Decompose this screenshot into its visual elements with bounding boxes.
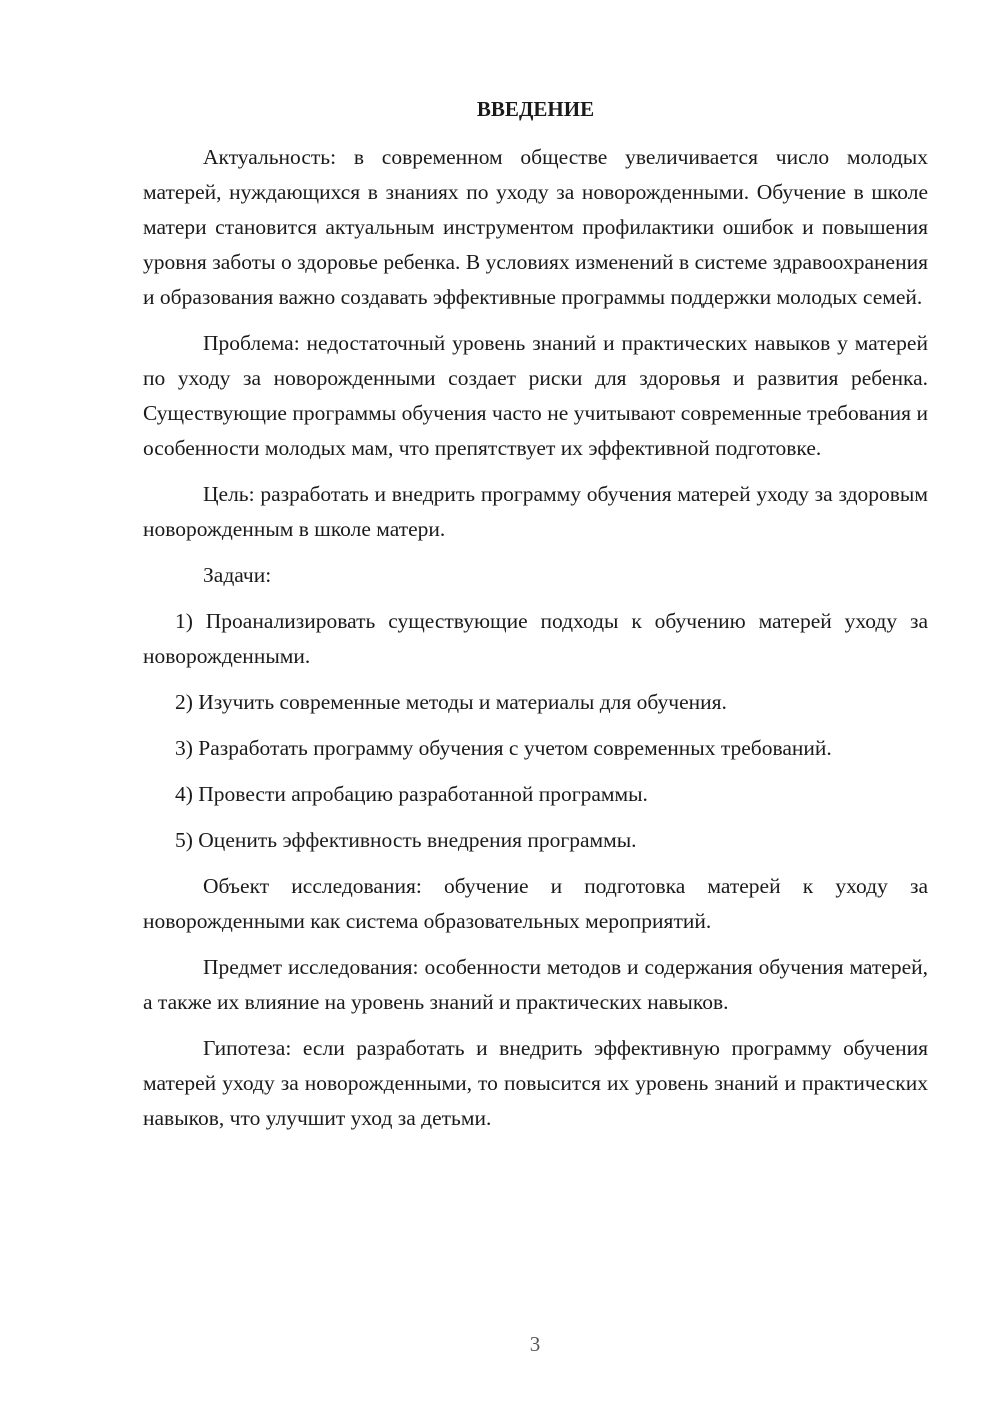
task-item: 3) Разработать программу обучения с учетом современных требований.	[175, 736, 832, 760]
tasks-heading: Задачи:	[203, 563, 272, 587]
task-item: 5) Оценить эффективность внедрения программы.	[175, 828, 637, 852]
page-title: ВВЕДЕНИЕ	[476, 97, 595, 121]
document-body	[143, 92, 928, 1147]
task-item: 2) Изучить современные методы и материалы для обучения.	[175, 690, 727, 714]
page-number: 3	[529, 1332, 541, 1356]
object-paragraph: Объект исследования: обучение и подготовка матерей к уходу за новорожденными как система образовательных мероприятий.	[143, 874, 928, 933]
subject-paragraph: Предмет исследования: особенности методов и содержания обучения матерей, а также их влияние на уровень знаний и практических навыков.	[143, 955, 928, 1014]
goal-paragraph: Цель: разработать и внедрить программу обучения матерей уходу за здоровым новорожденным в школе матери.	[143, 482, 928, 541]
problem-paragraph: Проблема: недостаточный уровень знаний и практических навыков у матерей по уходу за новорожденными создает риски для здоровья и развития ребенка. Существующие программы обучения часто не учитывают современные требования и особенности молодых мам, что препятствует их эффективной подготовке.	[143, 331, 928, 460]
task-item: 1) Проанализировать существующие подходы к обучению матерей уходу за новорожденными.	[143, 609, 928, 668]
tasks-list	[143, 604, 928, 858]
task-item: 4) Провести апробацию разработанной программы.	[175, 782, 648, 806]
hypothesis-paragraph: Гипотеза: если разработать и внедрить эффективную программу обучения матерей уходу за новорожденными, то повысится их уровень знаний и практических навыков, что улучшит уход за детьми.	[143, 1036, 928, 1130]
relevance-paragraph: Актуальность: в современном обществе увеличивается число молодых матерей, нуждающихся в знаниях по уходу за новорожденными. Обучение в школе матери становится актуальным инструментом профилактики ошибок и повышения уровня заботы о здоровье ребенка. В условиях изменений в системе здравоохранения и образования важно создавать эффективные программы поддержки молодых семей.	[143, 145, 928, 309]
